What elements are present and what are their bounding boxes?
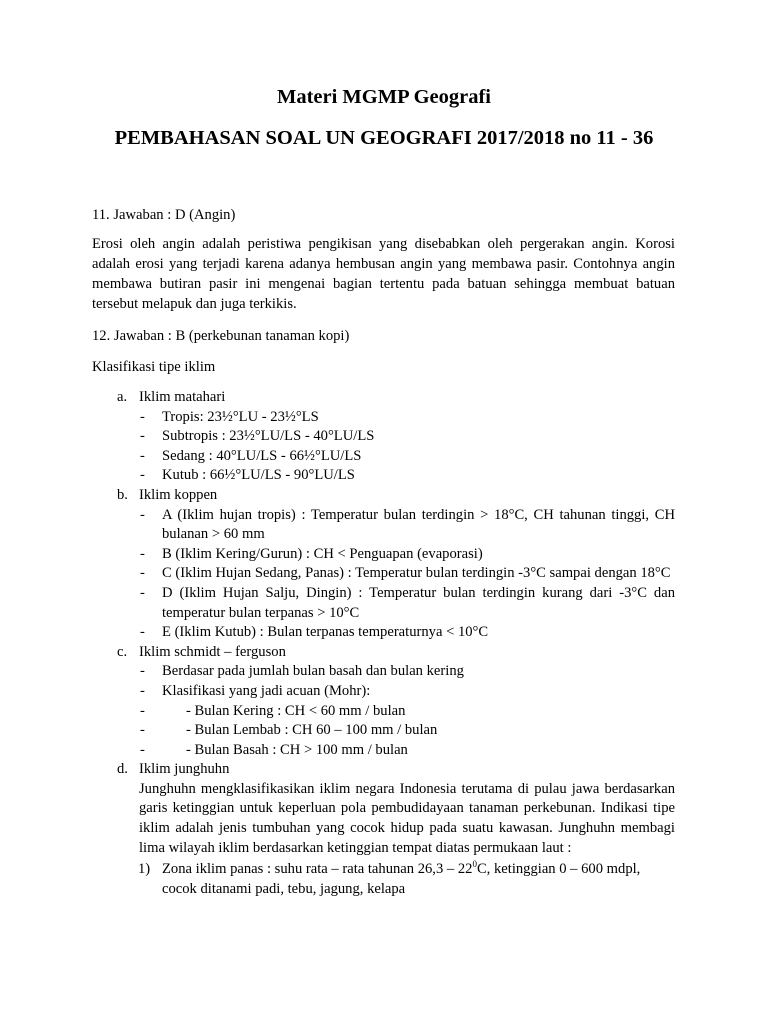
- list-item: [92, 662, 675, 682]
- list-item: [92, 427, 675, 447]
- sub-list-item-text: - Bulan Kering : CH < 60 mm / bulan: [186, 702, 406, 719]
- section-d-description: Junghuhn mengklasifikasikan iklim negara Indonesia terutama di pulau jawa berdasarkan garis ketinggian untuk keperluan pola pembudidayaan tanaman perkebunan. Indikasi tipe iklim adalah jenis tumbuhan yang cocok hidup pada suatu kawasan. Junghuhn membagi lima wilayah iklim berdasarkan ketinggian tempat diatas permukaan laut :: [139, 780, 675, 856]
- section-d-marker: d.: [117, 761, 128, 778]
- section-b-heading: [92, 486, 675, 506]
- document-subtitle: PEMBAHASAN SOAL UN GEOGRAFI 2017/2018 no 11 - 36: [114, 127, 654, 149]
- q11-answer: 11. Jawaban : D (Angin): [92, 207, 236, 223]
- dash-marker: -: [140, 624, 145, 641]
- section-c-heading: [92, 643, 675, 663]
- section-c-marker: c.: [117, 643, 128, 660]
- dash-marker: -: [140, 506, 145, 523]
- list-item: [92, 564, 675, 584]
- list-item: [92, 741, 675, 761]
- list-item-text: Kutub : 66½°LU/LS - 90°LU/LS: [162, 467, 355, 484]
- list-item: [92, 702, 675, 722]
- section-c-title: Iklim schmidt – ferguson: [139, 643, 286, 660]
- section-b-marker: b.: [117, 486, 128, 503]
- dash-marker: -: [140, 702, 145, 719]
- dash-marker: -: [140, 447, 145, 464]
- dash-marker: -: [140, 722, 145, 739]
- list-item-text: Subtropis : 23½°LU/LS - 40°LU/LS: [162, 428, 375, 445]
- dash-marker: -: [140, 428, 145, 445]
- zone-text-part: C, ketinggian 0 – 600 mdpl, cocok ditanami padi, tebu, jagung, kelapa: [162, 861, 641, 897]
- list-item-text: D (Iklim Hujan Salju, Dingin) : Temperatur bulan terdingin kurang dari -3°C dan temperatur bulan terpanas > 10°C: [162, 584, 675, 621]
- dash-marker: -: [140, 408, 145, 425]
- section-d-description-row: [92, 780, 675, 858]
- zone-text: [162, 860, 675, 899]
- dash-marker: -: [140, 682, 145, 699]
- dash-marker: -: [140, 545, 145, 562]
- section-a-title: Iklim matahari: [139, 389, 226, 405]
- document-title: Materi MGMP Geografi: [276, 86, 492, 108]
- section-a-heading: [92, 388, 675, 408]
- list-item-text: Tropis: 23½°LU - 23½°LS: [162, 408, 319, 425]
- sub-list-item-text: - Bulan Basah : CH > 100 mm / bulan: [186, 741, 408, 758]
- zone-number: 1): [138, 861, 151, 878]
- sub-list-item-text: - Bulan Lembab : CH 60 – 100 mm / bulan: [186, 722, 438, 739]
- list-item-text: C (Iklim Hujan Sedang, Panas) : Temperatur bulan terdingin -3°C sampai dengan 18°C: [162, 565, 671, 582]
- list-item: [92, 623, 675, 643]
- list-item: [92, 466, 675, 486]
- list-item-text: Berdasar pada jumlah bulan basah dan bulan kering: [162, 663, 464, 680]
- list-item-text: Klasifikasi yang jadi acuan (Mohr):: [162, 682, 371, 699]
- dash-marker: -: [140, 663, 145, 680]
- zone-item: [92, 860, 675, 899]
- list-item: [92, 447, 675, 467]
- dash-marker: -: [140, 565, 145, 582]
- q11-explanation: Erosi oleh angin adalah peristiwa pengikisan yang disebabkan oleh pergerakan angin. Korosi adalah erosi yang terjadi karena adanya hembusan angin yang membawa pasir. Contohnya angin membawa butiran pasir ini mengenai bagian tertentu pada batuan sehingga membuat batuan tersebut melapuk dan juga terkikis.: [92, 236, 675, 312]
- dash-marker: -: [140, 741, 145, 758]
- zone-text-part: Zona iklim panas : suhu rata – rata tahunan 26,3 – 22: [162, 861, 473, 878]
- list-item-text: E (Iklim Kutub) : Bulan terpanas temperaturnya < 10°C: [162, 624, 489, 641]
- list-item-text: A (Iklim hujan tropis) : Temperatur bulan terdingin > 18°C, CH tahunan tinggi, CH bulanan > 60 mm: [162, 506, 675, 543]
- section-b-title: Iklim koppen: [139, 486, 218, 503]
- section-d-heading: [92, 760, 675, 780]
- list-item-text: Sedang : 40°LU/LS - 66½°LU/LS: [162, 447, 362, 464]
- climate-classification-list: [92, 388, 675, 899]
- section-a-marker: a.: [117, 389, 128, 405]
- section-d-title: Iklim junghuhn: [139, 761, 230, 778]
- q12-intro: Klasifikasi tipe iklim: [92, 359, 216, 375]
- list-item: [92, 682, 675, 702]
- list-item: [92, 584, 675, 623]
- dash-marker: -: [140, 584, 145, 601]
- q12-answer: 12. Jawaban : B (perkebunan tanaman kopi): [92, 328, 350, 344]
- list-item: [92, 721, 675, 741]
- list-item: [92, 506, 675, 545]
- degree-superscript: 0: [472, 859, 477, 870]
- list-item-text: B (Iklim Kering/Gurun) : CH < Penguapan (evaporasi): [162, 545, 483, 562]
- list-item: [92, 408, 675, 428]
- dash-marker: -: [140, 467, 145, 484]
- list-item: [92, 545, 675, 565]
